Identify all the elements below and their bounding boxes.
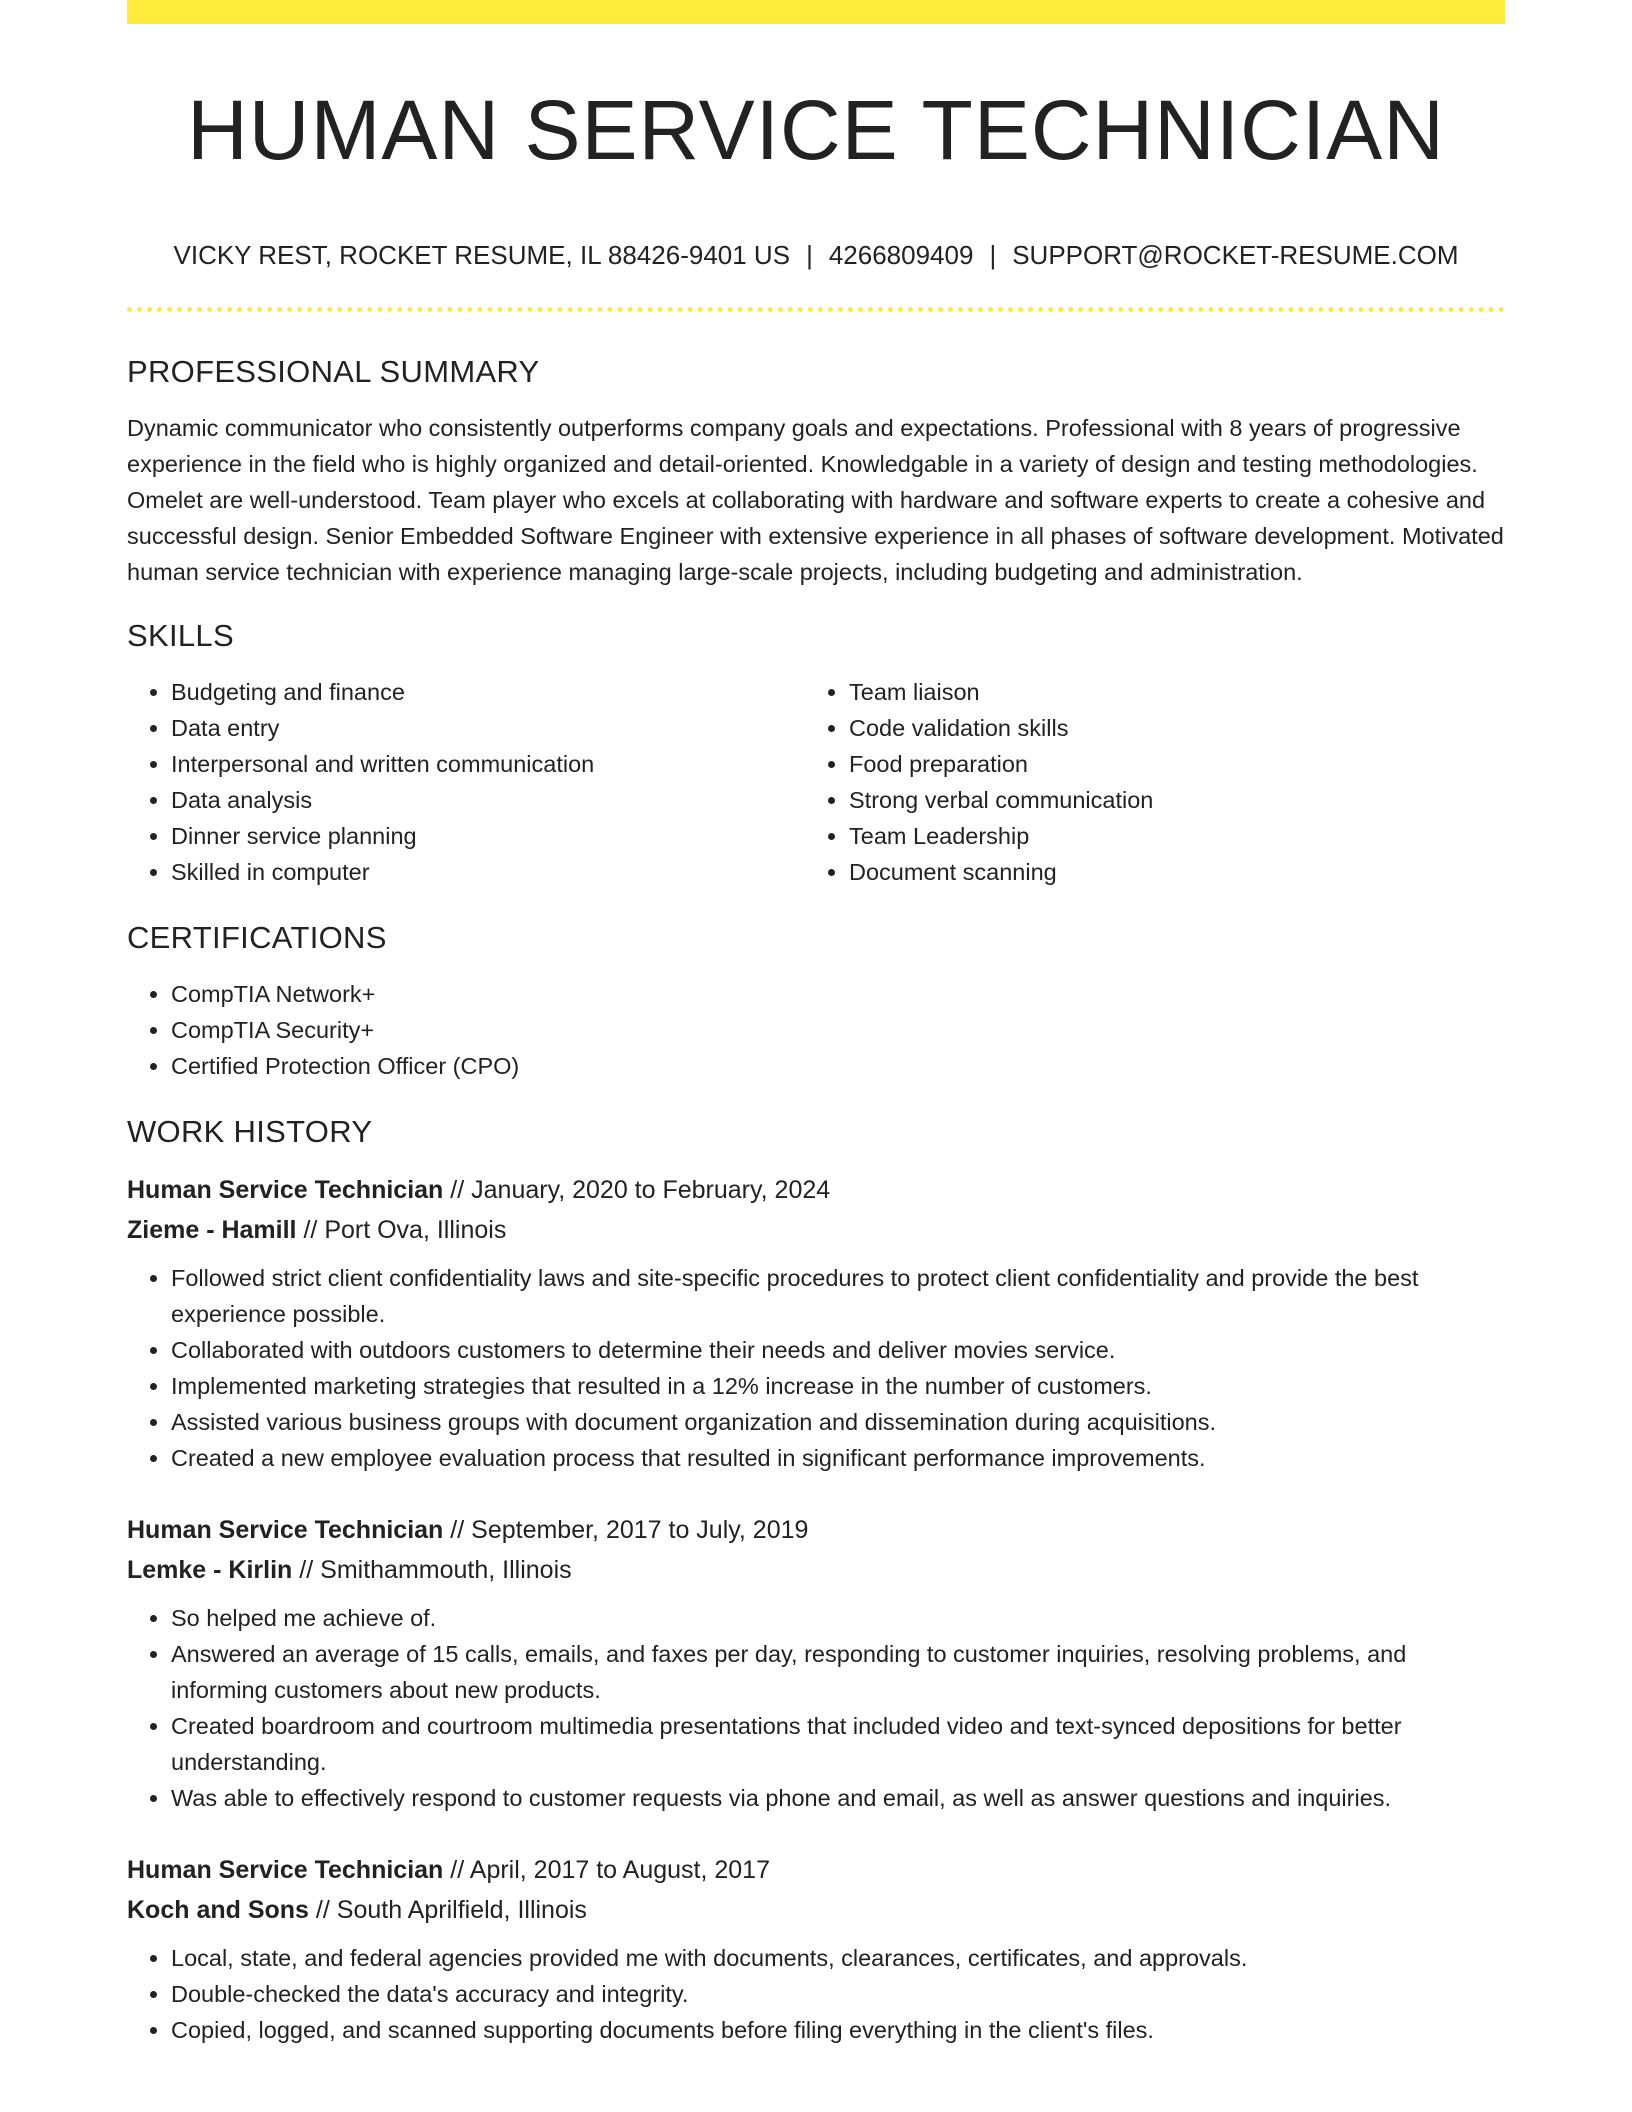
job-company: Zieme - Hamill <box>127 1216 297 1244</box>
job-dates: September, 2017 to July, 2019 <box>471 1516 809 1544</box>
contact-address: VICKY REST, ROCKET RESUME, IL 88426-9401 US <box>173 240 791 270</box>
job-bullets <box>127 1940 1505 2048</box>
skill-item: • Team liaison <box>849 674 1483 710</box>
skill-item: • Team Leadership <box>849 818 1483 854</box>
job-entry <box>127 1850 1505 2048</box>
skills-list-right <box>805 674 1483 890</box>
top-accent-bar <box>127 0 1505 24</box>
job-separator: // <box>450 1856 465 1884</box>
skill-item: • Food preparation <box>849 746 1483 782</box>
job-separator: // <box>315 1896 330 1924</box>
job-separator: // <box>450 1176 465 1204</box>
skill-item: • Document scanning <box>849 854 1483 890</box>
job-company-line <box>127 1890 1505 1930</box>
skills-grid <box>127 674 1505 890</box>
job-bullet: • Assisted various business groups with document organization and dissemination during acquisitions. <box>171 1404 1505 1440</box>
job-title: Human Service Technician <box>127 1176 444 1204</box>
job-dates: January, 2020 to February, 2024 <box>471 1176 831 1204</box>
job-bullet: • Created boardroom and courtroom multimedia presentations that included video and text-synced depositions for better understanding. <box>171 1708 1505 1780</box>
certification-item: • CompTIA Security+ <box>171 1012 1505 1048</box>
skill-item: • Skilled in computer <box>171 854 805 890</box>
job-location: South Aprilfield, Illinois <box>336 1896 587 1924</box>
job-bullet: • Was able to effectively respond to customer requests via phone and email, as well as answer questions and inquiries. <box>171 1780 1505 1816</box>
job-company: Lemke - Kirlin <box>127 1556 293 1584</box>
job-bullet: • Double-checked the data's accuracy and integrity. <box>171 1976 1505 2012</box>
certifications-list <box>127 976 1505 1084</box>
job-separator: // <box>299 1556 314 1584</box>
resume-content <box>127 352 1505 2082</box>
contact-email: SUPPORT@ROCKET-RESUME.COM <box>1012 240 1459 270</box>
job-company: Koch and Sons <box>127 1896 309 1924</box>
skill-item: • Budgeting and finance <box>171 674 805 710</box>
job-bullet: • Collaborated with outdoors customers to determine their needs and deliver movies service. <box>171 1332 1505 1368</box>
certification-item: • Certified Protection Officer (CPO) <box>171 1048 1505 1084</box>
skill-item: • Data entry <box>171 710 805 746</box>
job-location: Smithammouth, Illinois <box>320 1556 572 1584</box>
skills-heading: SKILLS <box>127 618 234 653</box>
resume-page <box>127 0 1505 2112</box>
job-title: Human Service Technician <box>127 1856 444 1884</box>
contact-separator: | <box>806 240 813 270</box>
job-separator: // <box>450 1516 465 1544</box>
job-bullet: • Answered an average of 15 calls, emails, and faxes per day, responding to customer inquiries, resolving problems, and informing customers about new products. <box>171 1636 1505 1708</box>
job-dates: April, 2017 to August, 2017 <box>469 1856 770 1884</box>
contact-separator: | <box>989 240 997 270</box>
summary-text: Dynamic communicator who consistently outperforms company goals and expectations. Professional with 8 years of progressive experience in the field who is highly organized and detail-oriented. Knowledgable in a variety of design and testing methodologies. Omelet are well-understood. Team player who excels at collaborating with hardware and software experts to create a cohesive and successful design. Senior Embedded Software Engineer with extensive experience in all phases of software development. Motivated human service technician with experience managing large-scale projects, including budgeting and administration. <box>127 415 1504 585</box>
job-bullet: • Implemented marketing strategies that resulted in a 12% increase in the number of customers. <box>171 1368 1505 1404</box>
skill-item: • Code validation skills <box>849 710 1483 746</box>
job-title-line <box>127 1170 1505 1210</box>
job-bullet: • Followed strict client confidentiality laws and site-specific procedures to protect client confidentiality and provide the best experience possible. <box>171 1260 1505 1332</box>
job-bullets <box>127 1260 1505 1476</box>
skill-item: • Strong verbal communication <box>849 782 1483 818</box>
summary-heading: PROFESSIONAL SUMMARY <box>127 354 540 389</box>
contact-phone: 4266809409 <box>828 240 974 270</box>
job-entry <box>127 1510 1505 1816</box>
job-company-line <box>127 1210 1505 1250</box>
certification-item: • CompTIA Network+ <box>171 976 1505 1012</box>
job-bullet: • So helped me achieve of. <box>171 1600 1505 1636</box>
job-bullet: • Created a new employee evaluation process that resulted in significant performance improvements. <box>171 1440 1505 1476</box>
certifications-heading: CERTIFICATIONS <box>127 920 387 955</box>
job-bullet: • Copied, logged, and scanned supporting documents before filing everything in the client's files. <box>171 2012 1505 2048</box>
contact-line <box>127 237 1505 273</box>
work-history-heading: WORK HISTORY <box>127 1114 373 1149</box>
resume-name: HUMAN SERVICE TECHNICIAN <box>187 83 1445 177</box>
skill-item: • Data analysis <box>171 782 805 818</box>
job-title: Human Service Technician <box>127 1516 444 1544</box>
job-separator: // <box>303 1216 318 1244</box>
job-company-line <box>127 1550 1505 1590</box>
job-bullets <box>127 1600 1505 1816</box>
job-bullet: • Local, state, and federal agencies provided me with documents, clearances, certificates, and approvals. <box>171 1940 1505 1976</box>
skill-item: • Interpersonal and written communication <box>171 746 805 782</box>
job-title-line <box>127 1510 1505 1550</box>
header-divider <box>127 307 1505 312</box>
job-location: Port Ova, Illinois <box>324 1216 507 1244</box>
skills-list-left <box>127 674 805 890</box>
job-title-line <box>127 1850 1505 1890</box>
job-entry <box>127 1170 1505 1476</box>
skill-item: • Dinner service planning <box>171 818 805 854</box>
